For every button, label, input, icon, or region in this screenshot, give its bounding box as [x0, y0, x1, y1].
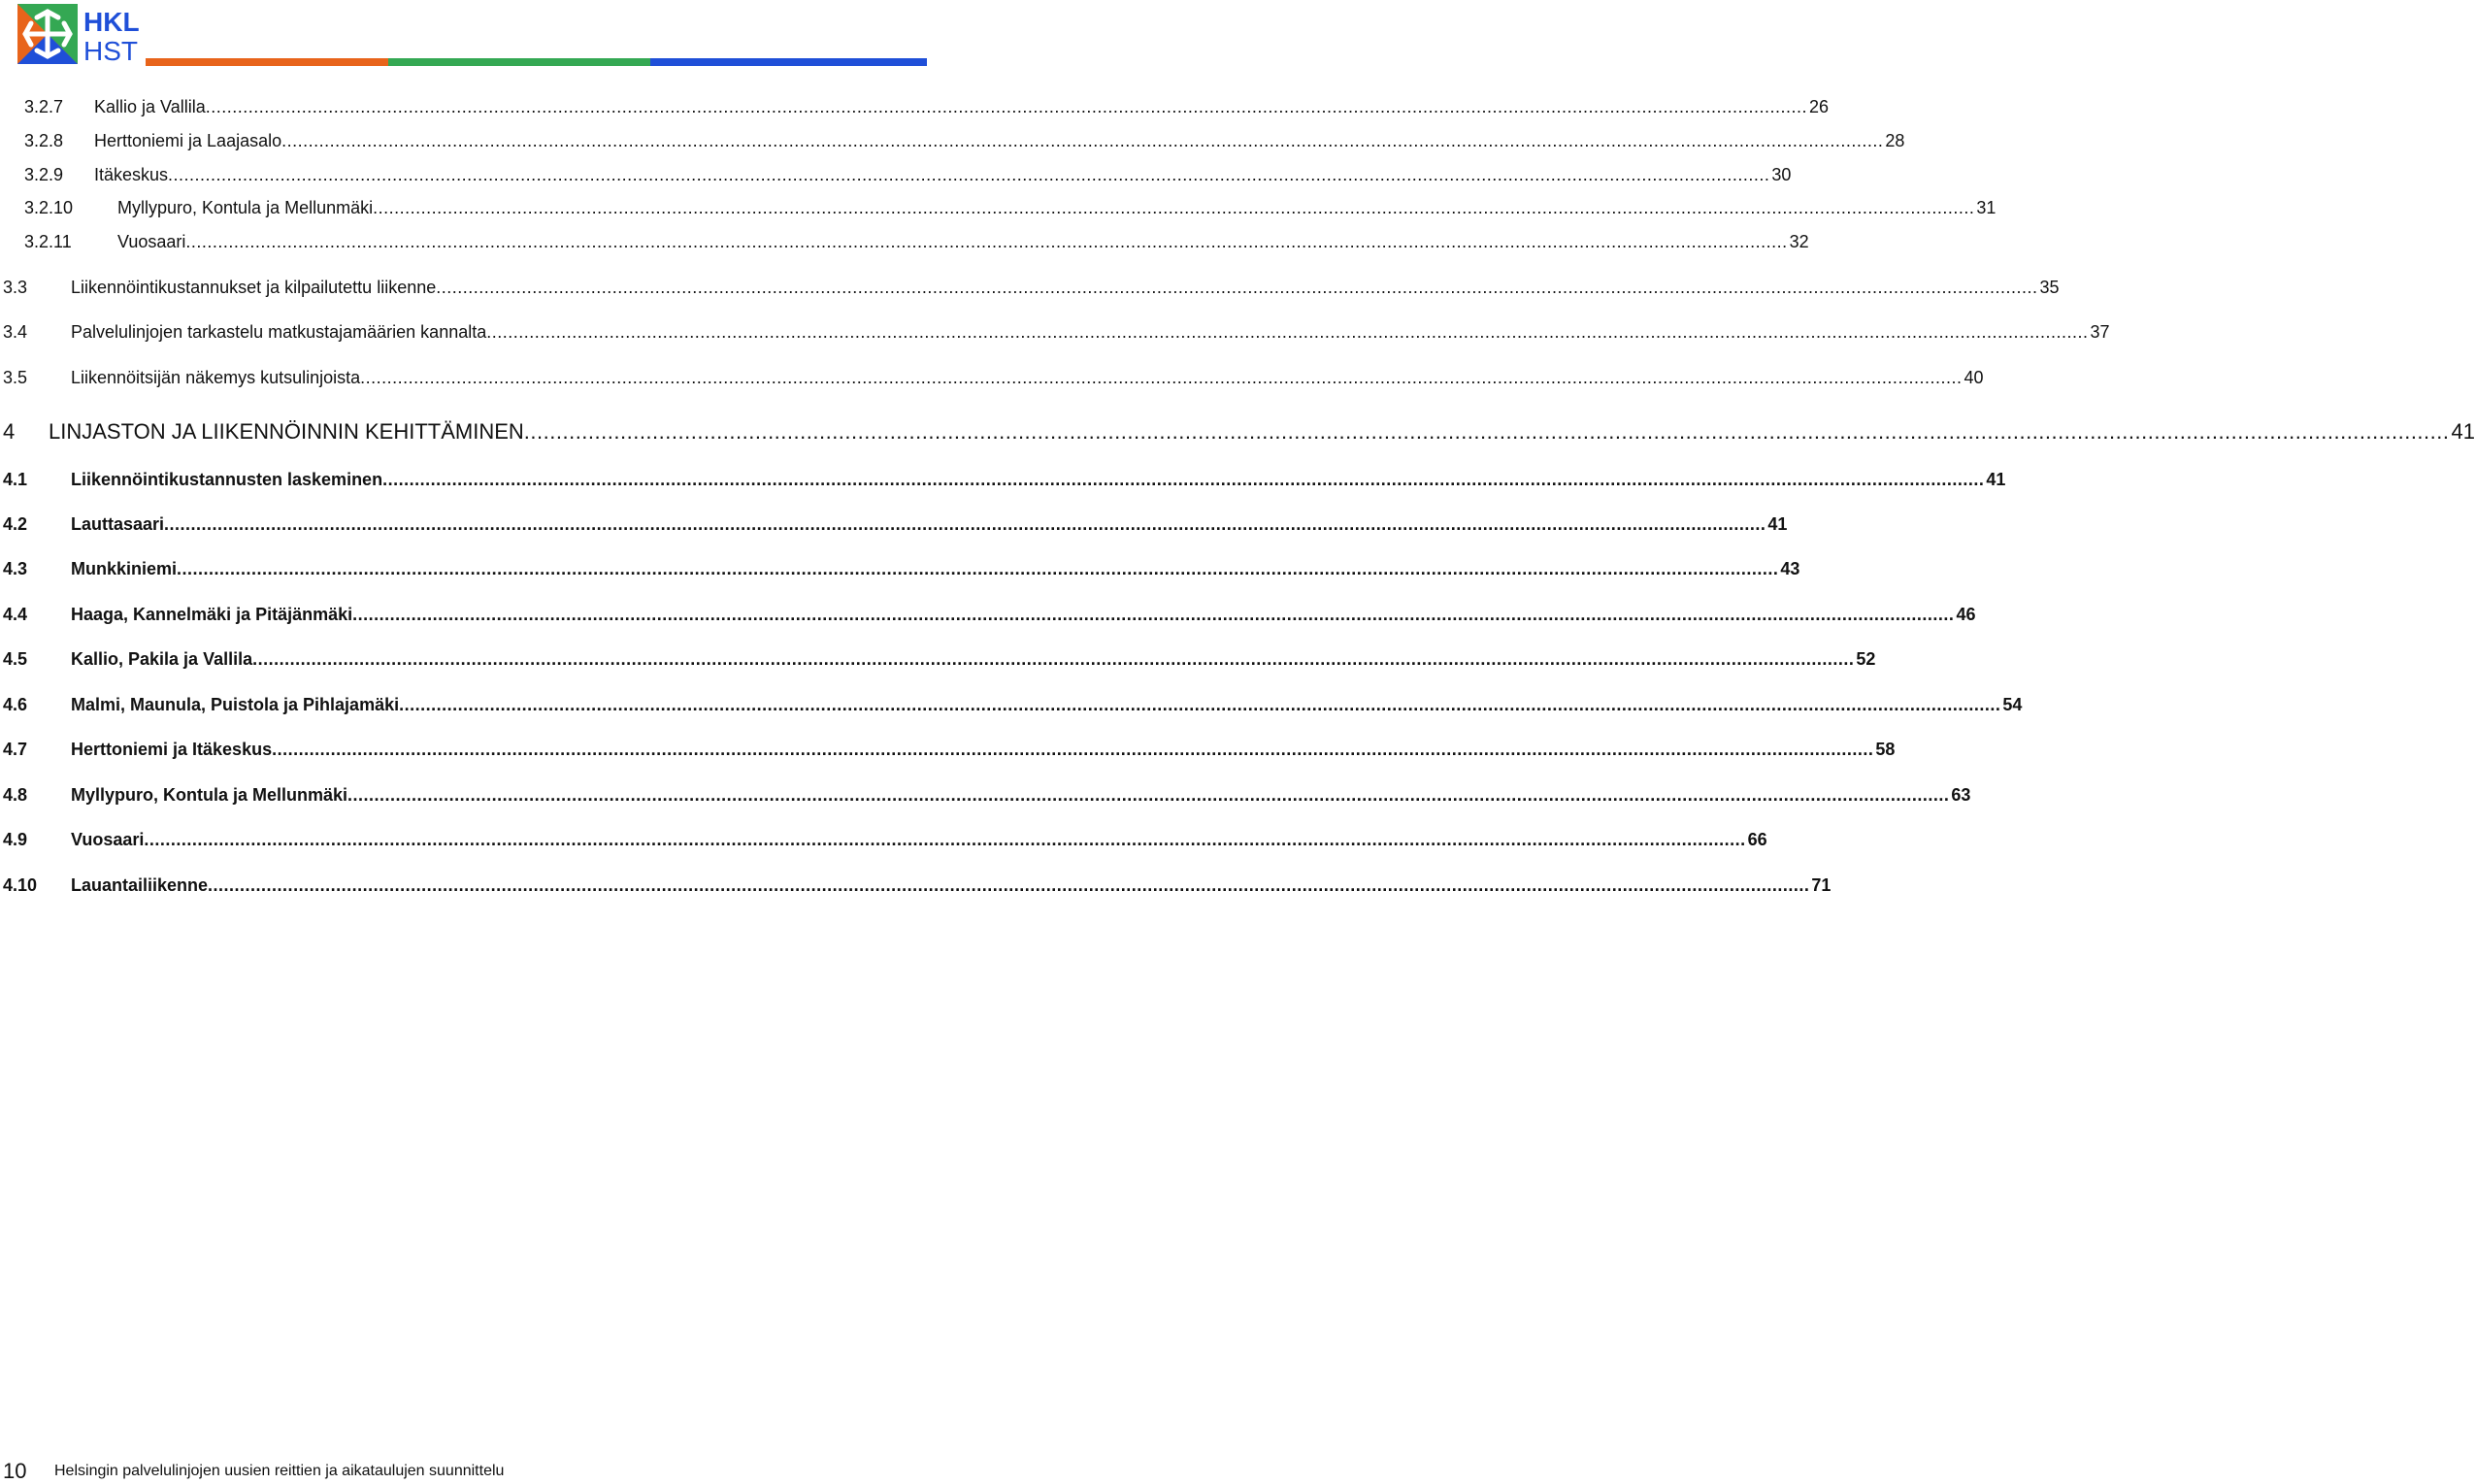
toc-entry[interactable] — [0, 363, 1984, 388]
toc-leader-dots: ............................................................................................................................................................................................................................................................................................................ — [164, 514, 1766, 534]
toc-entry-page: 52 — [1856, 649, 1876, 669]
footer-page-number: 10 — [3, 1459, 27, 1483]
toc-entry-number: 3.4 — [3, 322, 28, 342]
toc-leader-dots: ............................................................................................................................................................................................................................................................................................................ — [347, 785, 1950, 805]
toc-leader-dots: ............................................................................................................................................................................................................................................................................................................ — [252, 649, 1855, 669]
toc-entry-title: Kallio ja Vallila — [94, 97, 206, 116]
toc-leader-dots: ............................................................................................................................................................................................................................................................................................................ — [185, 232, 1788, 251]
toc-entry-number: 4.9 — [3, 830, 28, 849]
toc-entry-number: 4.3 — [3, 559, 28, 578]
toc-entry[interactable] — [0, 160, 1792, 185]
toc-entry[interactable] — [0, 690, 2023, 715]
toc-leader-dots: ............................................................................................................................................................................................................................................................................................................ — [144, 830, 1746, 849]
toc-entry-number: 4.10 — [3, 875, 38, 895]
toc-entry-title: Malmi, Maunula, Puistola ja Pihlajamäki — [71, 695, 400, 714]
toc-entry-title: Liikennöitsijän näkemys kutsulinjoista — [71, 368, 361, 387]
toc-entry[interactable] — [0, 317, 2110, 343]
toc-entry-page: 30 — [1771, 165, 1792, 184]
toc-entry-number: 4.6 — [3, 695, 28, 714]
toc-entry-number: 3.3 — [3, 278, 28, 297]
toc-entry-title: Haaga, Kannelmäki ja Pitäjänmäki — [71, 605, 353, 624]
toc-leader-dots: ............................................................................................................................................................................................................................................................................................................ — [399, 695, 2001, 714]
toc-entry-title: Kallio, Pakila ja Vallila — [71, 649, 253, 669]
toc-entry-title: Vuosaari — [71, 830, 145, 849]
toc-entry[interactable] — [0, 735, 1896, 760]
toc-entry-number: 3.2.7 — [24, 97, 64, 116]
toc-entry-number: 3.2.11 — [24, 232, 72, 251]
toc-entry-number: 4.1 — [3, 470, 28, 489]
toc-entry[interactable] — [0, 227, 1809, 252]
toc-entry-page: 43 — [1780, 559, 1800, 578]
toc-entry-page: 54 — [2002, 695, 2023, 714]
toc-entry-number: 3.2.10 — [24, 198, 74, 217]
toc-entry-page: 31 — [1976, 198, 1996, 217]
toc-entry-title: Herttoniemi ja Itäkeskus — [71, 740, 273, 759]
toc-leader-dots: ............................................................................................................................................................................................................................................................................................................ — [168, 165, 1770, 184]
toc-entry-number: 4.2 — [3, 514, 28, 534]
toc-leader-dots: ............................................................................................................................................................................................................................................................................................................ — [373, 198, 1975, 217]
toc-entry[interactable] — [0, 465, 2006, 490]
logo-text-bottom: HST — [83, 36, 138, 66]
toc-entry-title: Vuosaari — [117, 232, 186, 251]
toc-entry-title: LINJASTON JA LIIKENNÖINNIN KEHITTÄMINEN — [49, 419, 524, 444]
toc-leader-dots: ............................................................................................................................................................................................................................................................................................................ — [177, 559, 1779, 578]
toc-entry-title: Liikennöintikustannukset ja kilpailutettu liikenne — [71, 278, 437, 297]
toc-leader-dots: ............................................................................................................................................................................................................................................................................................................ — [436, 278, 2038, 297]
toc-entry-title: Itäkeskus — [94, 165, 169, 184]
toc-entry-number: 4.7 — [3, 740, 28, 759]
toc-entry-page: 66 — [1747, 830, 1767, 849]
toc-entry-page: 46 — [1956, 605, 1976, 624]
toc-leader-dots: ............................................................................................................................................................................................................................................................................................................ — [281, 131, 1884, 150]
toc-entry[interactable] — [0, 126, 1905, 151]
toc-entry-page: 28 — [1885, 131, 1905, 150]
toc-entry-title: Myllypuro, Kontula ja Mellunmäki — [117, 198, 374, 217]
toc-entry-page: 71 — [1811, 875, 1832, 895]
color-bar-segment — [146, 58, 388, 66]
toc-entry[interactable] — [0, 92, 1830, 117]
toc-entry-number: 4.4 — [3, 605, 28, 624]
toc-entry-page: 41 — [1986, 470, 2006, 489]
toc-entry[interactable] — [0, 825, 1767, 850]
toc-entry[interactable] — [0, 871, 1832, 896]
toc-entry-page: 41 — [2451, 419, 2475, 444]
toc-entry-page: 35 — [2039, 278, 2060, 297]
toc-entry-page: 40 — [1964, 368, 1984, 387]
header-color-bar — [146, 58, 927, 66]
toc-entry-title: Palvelulinjojen tarkastelu matkustajamäärien kannalta — [71, 322, 487, 342]
toc-entry-title: Myllypuro, Kontula ja Mellunmäki — [71, 785, 348, 805]
toc-entry-number: 3.2.8 — [24, 131, 64, 150]
toc-leader-dots: ............................................................................................................................................................................................................................................................................................................ — [272, 740, 1874, 759]
toc-entry[interactable] — [0, 193, 1996, 218]
toc-entry-page: 37 — [2090, 322, 2110, 342]
logo-text-top: HKL — [83, 7, 140, 37]
toc-entry[interactable] — [0, 600, 1976, 625]
toc-entry-title: Lauantailiikenne — [71, 875, 209, 895]
toc-entry[interactable] — [0, 273, 2060, 298]
hkl-hst-logo — [17, 4, 148, 66]
page-header — [0, 0, 932, 73]
toc-entry-page: 26 — [1809, 97, 1830, 116]
toc-entry[interactable] — [0, 644, 1876, 670]
toc-entry-title: Herttoniemi ja Laajasalo — [94, 131, 282, 150]
toc-leader-dots: ............................................................................................................................................................................................................................................................................................................ — [352, 605, 1955, 624]
toc-leader-dots: ............................................................................................................................................................................................................................................................................................................ — [486, 322, 2089, 342]
footer-title: Helsingin palvelulinjojen uusien reittien ja aikataulujen suunnittelu — [54, 1463, 505, 1479]
toc-leader-dots: ............................................................................................................................................................................................................................................................................................................ — [208, 875, 1810, 895]
color-bar-segment — [650, 58, 927, 66]
toc-leader-dots: ............................................................................................................................................................................................................................................................................................................ — [205, 97, 1808, 116]
toc-entry-number: 4.5 — [3, 649, 28, 669]
toc-entry[interactable] — [0, 510, 1788, 535]
toc-entry[interactable] — [0, 415, 2475, 444]
toc-entry-number: 3.5 — [3, 368, 28, 387]
toc-entry[interactable] — [0, 554, 1800, 579]
toc-leader-dots: ............................................................................................................................................................................................................................................................................................................ — [382, 470, 1985, 489]
toc-entry-number: 4 — [3, 419, 16, 444]
toc-entry-page: 41 — [1767, 514, 1788, 534]
toc-entry-title: Munkkiniemi — [71, 559, 178, 578]
color-bar-segment — [388, 58, 650, 66]
toc-leader-dots: ............................................................................................................................................................................................................................................................................................................ — [523, 419, 2450, 444]
toc-entry-title: Lauttasaari — [71, 514, 165, 534]
toc-entry-title: Liikennöintikustannusten laskeminen — [71, 470, 383, 489]
toc-entry[interactable] — [0, 780, 1971, 806]
toc-entry-page: 58 — [1875, 740, 1896, 759]
toc-entry-number: 4.8 — [3, 785, 28, 805]
toc-entry-page: 32 — [1789, 232, 1809, 251]
toc-entry-page: 63 — [1951, 785, 1971, 805]
toc-entry-number: 3.2.9 — [24, 165, 64, 184]
toc-leader-dots: ............................................................................................................................................................................................................................................................................................................ — [360, 368, 1963, 387]
